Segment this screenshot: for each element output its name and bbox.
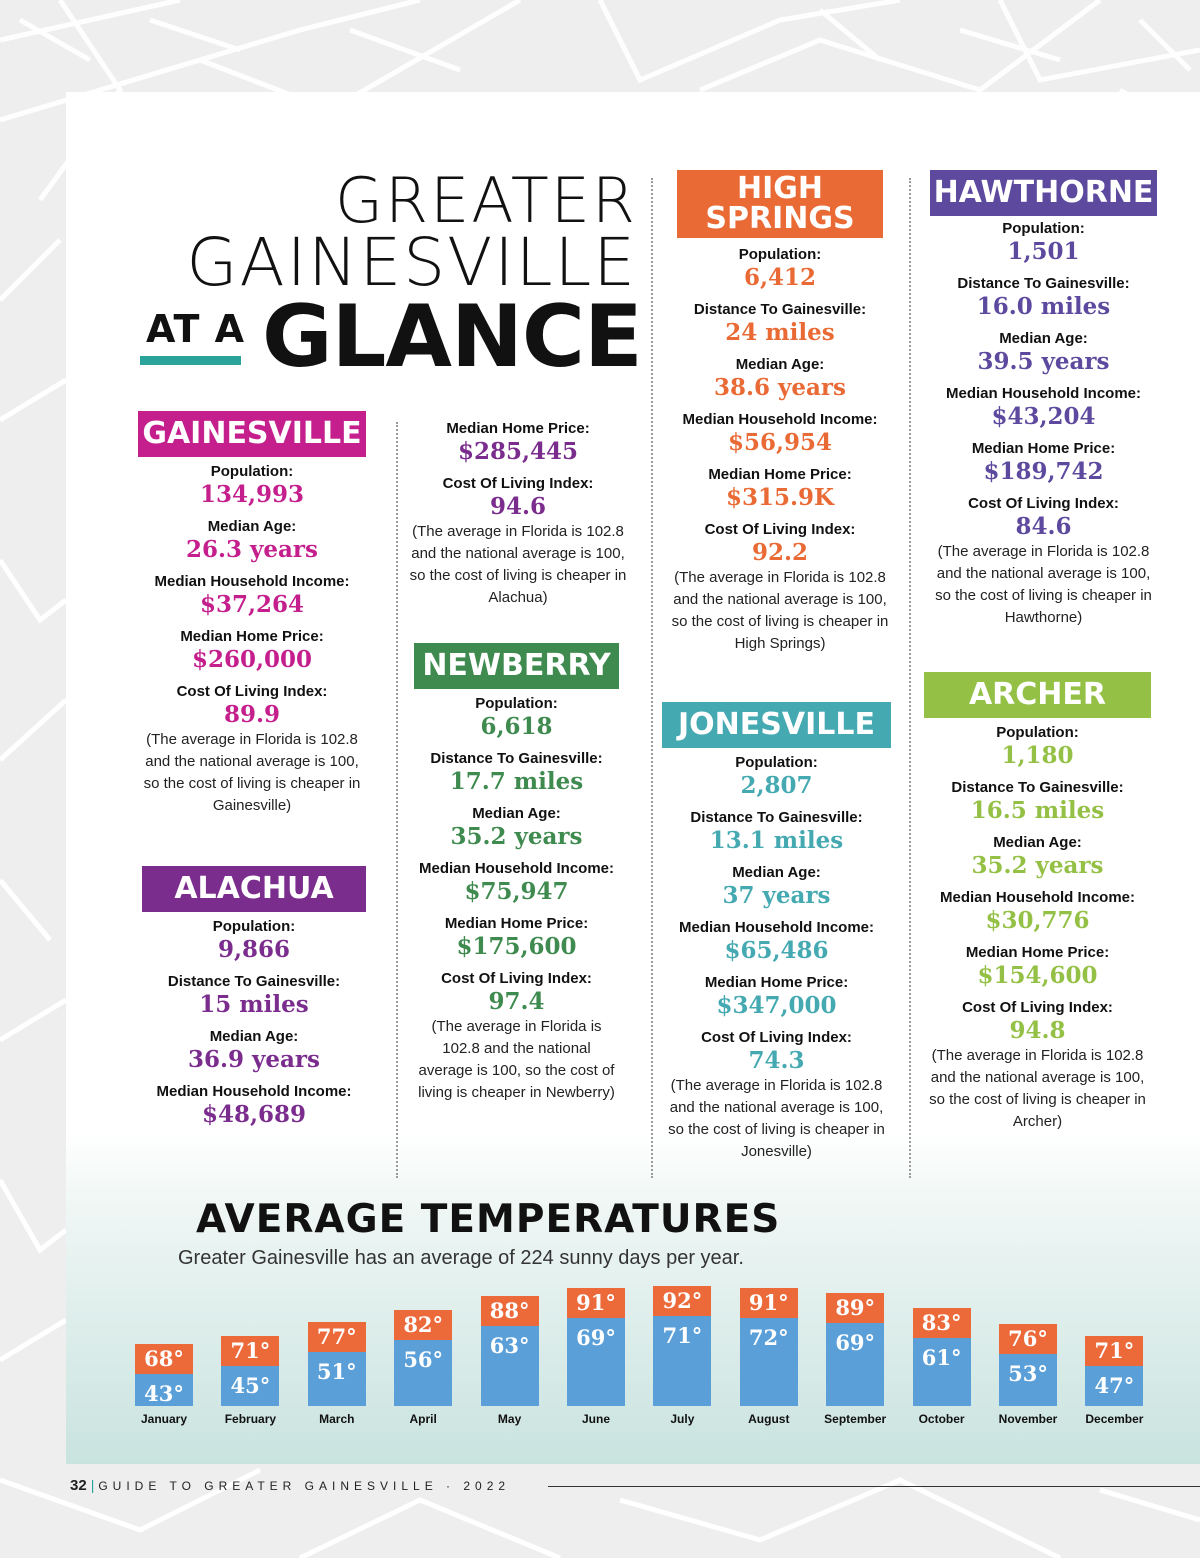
- home-price-label: Median Home Price:: [708, 466, 852, 483]
- alachua-distance: 15 miles: [199, 991, 309, 1018]
- hawthorne-cost-note: (The average in Florida is 102.8 and the national average is 100, so the cost of living is cheaper in Hawthorne): [935, 543, 1152, 626]
- temp-high-february: 71°: [221, 1336, 279, 1406]
- month-label-june: June: [581, 1412, 610, 1426]
- temperatures-subtitle: Greater Gainesville has an average of 224 sunny days per year.: [178, 1247, 744, 1269]
- median-age-label: Median Age:: [732, 864, 821, 881]
- month-label-december: December: [1085, 1412, 1144, 1426]
- month-label-january: January: [140, 1412, 188, 1426]
- gainesville-section: [138, 411, 366, 817]
- population-label: Population:: [212, 918, 296, 935]
- archer-distance: 16.5 miles: [970, 797, 1105, 824]
- gainesville-cost-note: (The average in Florida is 102.8 and the national average is 100, so the cost of living is cheaper in Gainesville): [143, 731, 361, 814]
- jonesville-income: $65,486: [724, 937, 829, 964]
- temp-low-april: 56°: [394, 1340, 452, 1406]
- cost-label: Cost Of Living Index:: [704, 521, 856, 538]
- alachua-cost: 94.6: [489, 493, 547, 520]
- temp-low-july: 71°: [653, 1316, 711, 1406]
- temp-low-may: 63°: [481, 1326, 539, 1406]
- hawthorne-population: 1,501: [1007, 238, 1080, 265]
- hawthorne-section: [930, 170, 1157, 629]
- hawthorne-income: $43,204: [991, 403, 1096, 430]
- footer-rule: [548, 1486, 1200, 1487]
- month-label-april: April: [409, 1412, 437, 1426]
- footer-guide-title: GUIDE TO GREATER GAINESVILLE · 2022: [98, 1479, 511, 1493]
- gainesville-population: 134,993: [199, 481, 305, 508]
- high-springs-population: 6,412: [743, 264, 817, 291]
- temp-high-december: 71°: [1085, 1336, 1143, 1406]
- high-springs-median-age: 38.6 years: [714, 374, 846, 401]
- temp-high-april: 82°: [394, 1310, 452, 1406]
- gainesville-income: $37,264: [199, 591, 305, 618]
- temp-low-june: 69°: [567, 1318, 625, 1406]
- month-label-may: May: [497, 1412, 522, 1426]
- cost-label: Cost Of Living Index:: [441, 970, 592, 987]
- alachua-median-age: 36.9 years: [188, 1046, 320, 1073]
- archer-section: [924, 672, 1151, 1133]
- income-label: Median Household Income:: [418, 860, 614, 877]
- distance-label: Distance To Gainesville:: [957, 275, 1130, 292]
- high-springs-cost-note: (The average in Florida is 102.8 and the national average is 100, so the cost of living is cheaper in High Springs): [671, 569, 889, 652]
- title-underline: [140, 356, 241, 365]
- title-greater: GREATER: [334, 164, 637, 237]
- distance-label: Distance To Gainesville:: [951, 779, 1124, 796]
- alachua-badge: ALACHUA: [142, 866, 366, 912]
- temp-high-july: 92°: [653, 1286, 711, 1406]
- temp-low-september: 69°: [826, 1323, 884, 1406]
- month-label-july: July: [670, 1412, 695, 1426]
- column-divider: [396, 422, 398, 1178]
- home-price-label: Median Home Price:: [971, 440, 1116, 457]
- jonesville-cost: 74.3: [748, 1047, 805, 1074]
- title-at-a: AT A: [146, 307, 246, 351]
- cost-label: Cost Of Living Index:: [968, 495, 1119, 512]
- newberry-cost: 97.4: [488, 988, 545, 1015]
- temp-low-december: 47°: [1085, 1366, 1143, 1406]
- population-label: Population:: [996, 724, 1079, 741]
- cost-label: Cost Of Living Index:: [701, 1029, 852, 1046]
- income-label: Median Household Income:: [939, 889, 1135, 906]
- archer-population: 1,180: [1001, 742, 1074, 769]
- temp-high-september: 89°: [826, 1293, 884, 1406]
- high-springs-home-price: $315.9K: [725, 484, 834, 511]
- jonesville-section: [662, 702, 891, 1163]
- income-label: Median Household Income:: [156, 1083, 352, 1100]
- hawthorne-badge: HAWTHORNE: [930, 170, 1157, 216]
- home-price-label: Median Home Price:: [180, 628, 324, 645]
- jonesville-home-price: $347,000: [716, 992, 837, 1019]
- page-number: 32: [70, 1477, 87, 1494]
- column-divider: [909, 178, 911, 1178]
- median-age-label: Median Age:: [993, 834, 1082, 851]
- median-age-label: Median Age:: [472, 805, 561, 822]
- temp-high-january: 68°: [135, 1344, 193, 1406]
- distance-label: Distance To Gainesville:: [430, 750, 603, 767]
- temp-low-january: 43°: [135, 1374, 193, 1406]
- median-age-label: Median Age:: [209, 1028, 299, 1045]
- newberry-badge: NEWBERRY: [414, 643, 619, 689]
- temp-high-march: 77°: [308, 1322, 366, 1406]
- distance-label: Distance To Gainesville:: [693, 301, 867, 318]
- title-gainesville: GAINESVILLE: [186, 224, 637, 301]
- median-age-label: Median Age:: [207, 518, 297, 535]
- temp-high-august: 91°: [740, 1288, 798, 1406]
- home-price-label: Median Home Price:: [446, 420, 590, 437]
- hawthorne-distance: 16.0 miles: [976, 293, 1111, 320]
- population-label: Population:: [1002, 220, 1085, 237]
- population-label: Population:: [475, 695, 558, 712]
- temp-low-february: 45°: [221, 1366, 279, 1406]
- archer-cost: 94.8: [1009, 1017, 1066, 1044]
- hawthorne-cost: 84.6: [1015, 513, 1072, 540]
- newberry-home-price: $175,600: [456, 933, 577, 960]
- month-label-february: February: [224, 1412, 277, 1426]
- temp-low-march: 51°: [308, 1352, 366, 1406]
- high-springs-name-line2: SPRINGS: [705, 201, 855, 236]
- newberry-income: $75,947: [464, 878, 569, 905]
- income-label: Median Household Income:: [154, 573, 350, 590]
- temperatures-title: AVERAGE TEMPERATURES: [196, 1197, 781, 1242]
- column-divider: [651, 178, 653, 1178]
- high-springs-distance: 24 miles: [725, 319, 835, 346]
- archer-income: $30,776: [985, 907, 1090, 934]
- population-label: Population:: [738, 246, 822, 263]
- high-springs-income: $56,954: [727, 429, 833, 456]
- archer-median-age: 35.2 years: [971, 852, 1104, 879]
- footer-separator: |: [90, 1477, 95, 1493]
- income-label: Median Household Income:: [682, 411, 878, 428]
- temp-low-october: 61°: [913, 1338, 971, 1406]
- archer-home-price: $154,600: [977, 962, 1098, 989]
- distance-label: Distance To Gainesville:: [690, 809, 863, 826]
- cost-label: Cost Of Living Index:: [442, 475, 594, 492]
- home-price-label: Median Home Price:: [704, 974, 849, 991]
- hawthorne-median-age: 39.5 years: [977, 348, 1110, 375]
- jonesville-badge: JONESVILLE: [662, 702, 891, 748]
- gainesville-home-price: $260,000: [191, 646, 313, 673]
- cost-label: Cost Of Living Index:: [176, 683, 328, 700]
- gainesville-badge: GAINESVILLE: [138, 411, 366, 457]
- gainesville-cost: 89.9: [223, 701, 281, 728]
- month-label-march: March: [319, 1412, 355, 1426]
- temp-high-may: 88°: [481, 1296, 539, 1406]
- median-age-label: Median Age:: [735, 356, 825, 373]
- temp-high-june: 91°: [567, 1288, 625, 1406]
- temp-high-november: 76°: [999, 1324, 1057, 1406]
- high-springs-cost: 92.2: [751, 539, 809, 566]
- newberry-section: [414, 643, 619, 1104]
- high-springs-name-line1: HIGH: [736, 171, 823, 206]
- home-price-label: Median Home Price:: [444, 915, 589, 932]
- archer-cost-note: (The average in Florida is 102.8 and the national average is 100, so the cost of living is cheaper in Archer): [929, 1047, 1146, 1130]
- jonesville-median-age: 37 years: [722, 882, 831, 909]
- hawthorne-home-price: $189,742: [983, 458, 1104, 485]
- temp-low-november: 53°: [999, 1354, 1057, 1406]
- alachua-population: 9,866: [217, 936, 291, 963]
- alachua-cost-note: (The average in Florida is 102.8 and the national average is 100, so the cost of living is cheaper in Alachua): [409, 523, 627, 606]
- newberry-distance: 17.7 miles: [449, 768, 584, 795]
- cost-label: Cost Of Living Index:: [962, 999, 1113, 1016]
- title-glance: GLANCE: [262, 287, 642, 387]
- income-label: Median Household Income:: [678, 919, 874, 936]
- home-price-label: Median Home Price:: [965, 944, 1110, 961]
- gainesville-median-age: 26.3 years: [186, 536, 318, 563]
- population-label: Population:: [735, 754, 818, 771]
- page-footer: [70, 1477, 510, 1494]
- population-label: Population:: [210, 463, 294, 480]
- temp-low-august: 72°: [740, 1318, 798, 1406]
- month-label-august: August: [748, 1412, 790, 1426]
- income-label: Median Household Income:: [945, 385, 1141, 402]
- high-springs-badge: [677, 170, 883, 238]
- median-age-label: Median Age:: [999, 330, 1088, 347]
- newberry-cost-note: (The average in Florida is 102.8 and the national average is 100, so the cost of living is cheaper in Newberry): [418, 1018, 615, 1101]
- archer-badge: ARCHER: [924, 672, 1151, 718]
- newberry-population: 6,618: [480, 713, 553, 740]
- distance-label: Distance To Gainesville:: [167, 973, 341, 990]
- jonesville-distance: 13.1 miles: [709, 827, 844, 854]
- month-label-september: September: [824, 1412, 887, 1426]
- temp-high-october: 83°: [913, 1308, 971, 1406]
- newberry-median-age: 35.2 years: [450, 823, 583, 850]
- alachua-section: [142, 866, 366, 1138]
- alachua-continued: [408, 420, 628, 609]
- alachua-income: $48,689: [201, 1101, 307, 1128]
- month-label-october: October: [918, 1412, 965, 1426]
- alachua-home-price: $285,445: [457, 438, 579, 465]
- jonesville-cost-note: (The average in Florida is 102.8 and the national average is 100, so the cost of living is cheaper in Jonesville): [668, 1077, 885, 1160]
- month-label-november: November: [998, 1412, 1058, 1426]
- jonesville-population: 2,807: [740, 772, 813, 799]
- high-springs-section: [670, 170, 890, 655]
